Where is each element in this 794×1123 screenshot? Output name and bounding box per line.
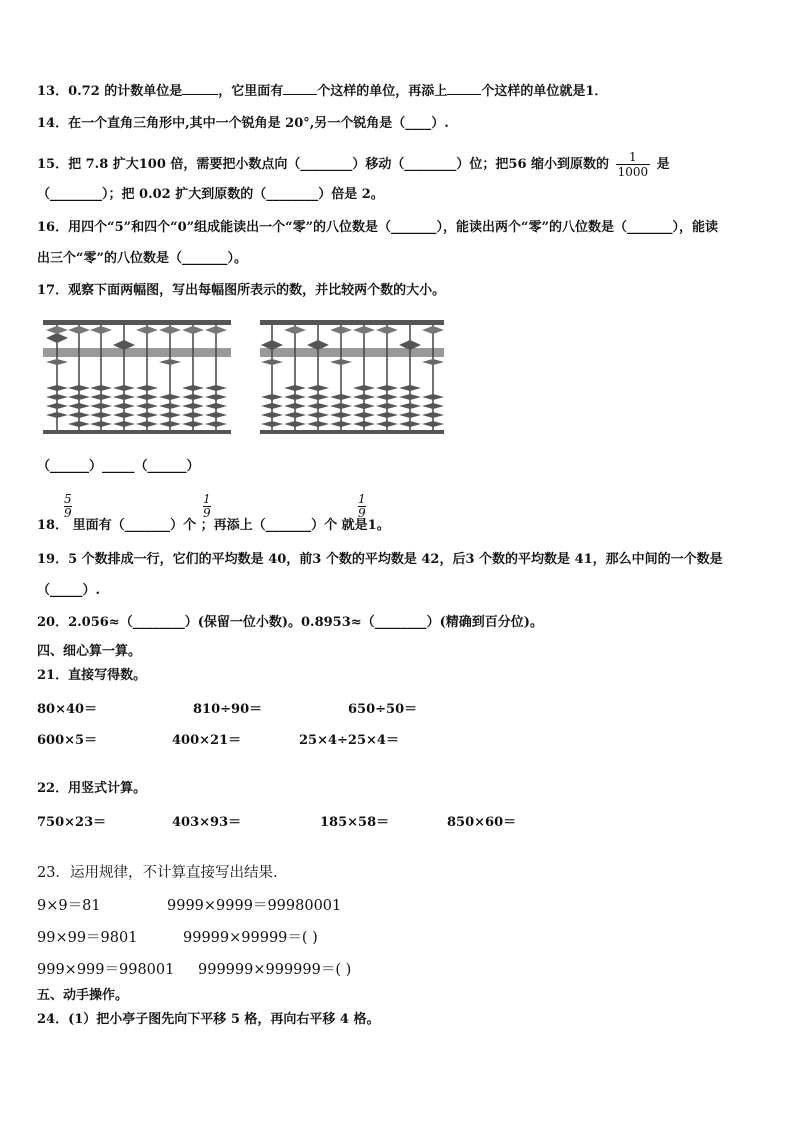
calc-item: 403×93＝ (172, 815, 242, 830)
calc-item: 185×58＝ (320, 815, 390, 830)
question-23-title: 23．运用规律，不计算直接写出结果． (37, 865, 288, 881)
answer-blank[interactable] (182, 82, 218, 95)
question-18: 18． 里面有（_______）个 ；再添上（_______）个 就是1。 (37, 518, 390, 533)
pattern-item: 999×999＝998001 (37, 962, 175, 978)
fraction: 1 9 (358, 492, 366, 520)
question-14: 14．在一个直角三角形中,其中一个锐角是 20°,另一个锐角是（____）. (37, 116, 449, 131)
calc-item: 600×5＝ (37, 733, 98, 748)
question-19-line2: （_____）. (37, 583, 101, 598)
question-21-title: 21．直接写得数。 (37, 668, 147, 683)
pattern-item: 99×99＝9801 (37, 930, 138, 946)
section-5-title: 五、动手操作。 (37, 988, 129, 1003)
question-17: 17．观察下面两幅图，写出每幅图所表示的数，并比较两个数的大小。 (37, 283, 446, 298)
question-17-answer[interactable]: （______）_____（______） (37, 459, 200, 474)
answer-blank[interactable] (447, 82, 481, 95)
calc-item: 80×40＝ (37, 702, 98, 717)
calc-item: 850×60＝ (447, 815, 517, 830)
calc-item: 750×23＝ (37, 815, 107, 830)
question-22-title: 22．用竖式计算。 (37, 781, 147, 796)
question-13: 13．0.72 的计数单位是 ，它里面有 个这样的单位，再添上 个这样的单位就是1． (37, 84, 608, 99)
abacus-right (260, 318, 446, 436)
question-16-line2: 出三个“零”的八位数是（_______）。 (37, 251, 247, 266)
pattern-item: 9999×9999＝99980001 (167, 898, 342, 914)
abacus-left (43, 318, 233, 436)
pattern-item: 9×9＝81 (37, 898, 101, 914)
pattern-item: 999999×999999＝( ) (198, 962, 352, 978)
fraction: 1 9 (203, 492, 211, 520)
fraction: $\frac{1}{1000}$ (617, 150, 649, 179)
calc-item: 400×21＝ (172, 733, 242, 748)
calc-item: 650÷50＝ (348, 702, 418, 717)
calc-item: 810÷90＝ (193, 702, 263, 717)
fraction: 5 9 (64, 492, 72, 520)
pattern-item: 99999×99999＝( ) (183, 930, 318, 946)
question-24: 24．(1）把小亭子图先向下平移 5 格，再向右平移 4 格。 (37, 1012, 380, 1027)
calc-item: 25×4÷25×4＝ (299, 733, 399, 748)
question-19-line1: 19．5 个数排成一行，它们的平均数是 40，前3 个数的平均数是 42，后3 个数的平均数是 41，那么中间的一个数是 (37, 552, 723, 567)
question-15-line2: （________）；把 0.02 扩大到原数的（________）倍是 2。 (37, 187, 384, 202)
question-16-line1: 16．用四个“5”和四个“0”组成能读出一个“零”的八位数是（_______），能读出两个“零”的八位数是（_______），能读 (37, 220, 719, 235)
answer-blank[interactable] (283, 82, 317, 95)
section-4-title: 四、细心算一算。 (37, 644, 142, 659)
question-15: 15．把 7.8 扩大100 倍，需要把小数点向（________）移动（________）位；把56 缩小到原数的 $\frac{1}{1000}$ 是 (37, 150, 670, 179)
question-20: 20．2.056≈（________）(保留一位小数)。0.8953≈（________）(精确到百分位)。 (37, 615, 543, 630)
